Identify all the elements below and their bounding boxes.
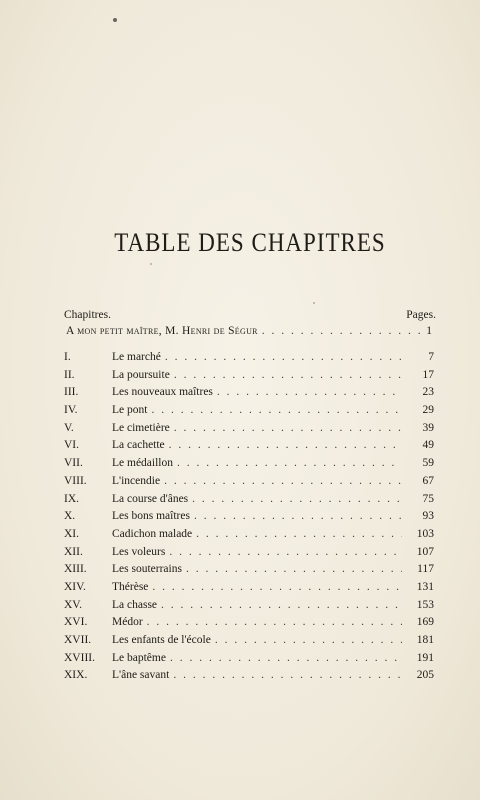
dot-leader xyxy=(169,546,402,558)
chapter-entry xyxy=(64,528,434,546)
paper-speck xyxy=(150,263,152,265)
chapter-page: 205 xyxy=(416,669,434,682)
chapter-title: Cadichon malade xyxy=(112,527,193,540)
dedication-label: A mon petit maître, M. Henri de Ségur xyxy=(66,325,258,337)
dot-leader xyxy=(177,457,402,469)
chapter-title: Les bons maîtres xyxy=(112,510,190,523)
chapter-title: L'âne savant xyxy=(112,669,170,682)
chapter-number: XI. xyxy=(64,527,80,540)
dot-leader xyxy=(151,404,402,416)
chapter-entry xyxy=(64,475,434,493)
chapter-entry xyxy=(64,404,434,422)
chapter-entry xyxy=(64,386,434,404)
chapter-title: La cachette xyxy=(112,439,165,452)
dot-leader xyxy=(152,581,402,593)
paper-speck xyxy=(313,302,315,304)
chapter-page: 29 xyxy=(422,404,434,417)
chapter-number: II. xyxy=(64,368,75,381)
chapter-list xyxy=(64,351,434,687)
chapter-number: VIII. xyxy=(64,474,87,487)
dot-leader xyxy=(170,652,402,664)
chapter-entry xyxy=(64,652,434,670)
chapter-number: X. xyxy=(64,510,76,523)
dot-leader xyxy=(165,351,402,363)
dedication-entry xyxy=(66,325,432,341)
chapter-page: 103 xyxy=(416,527,434,540)
dot-leader xyxy=(262,325,422,337)
chapter-entry xyxy=(64,493,434,511)
chapter-entry xyxy=(64,510,434,528)
chapter-page: 191 xyxy=(416,651,434,664)
chapter-title: La course d'ânes xyxy=(112,492,189,505)
chapter-entry xyxy=(64,546,434,564)
dot-leader xyxy=(174,422,402,434)
chapter-title: Les souterrains xyxy=(112,563,182,576)
dot-leader xyxy=(194,510,402,522)
dot-leader xyxy=(186,563,402,575)
chapter-number: XVIII. xyxy=(64,651,95,664)
chapter-page: 131 xyxy=(416,580,434,593)
chapter-number: XIII. xyxy=(64,563,87,576)
chapter-number: III. xyxy=(64,386,79,399)
chapter-entry xyxy=(64,369,434,387)
dot-leader xyxy=(147,616,402,628)
chapter-number: XII. xyxy=(64,545,83,558)
chapter-page: 23 xyxy=(422,386,434,399)
chapter-title: Thérèse xyxy=(112,580,149,593)
chapter-title: L'incendie xyxy=(112,474,161,487)
chapter-title: Les enfants de l'école xyxy=(112,634,211,646)
dot-leader xyxy=(164,475,402,487)
chapter-number: VII. xyxy=(64,457,83,470)
chapter-entry xyxy=(64,351,434,369)
chapter-title: Les voleurs xyxy=(112,545,166,558)
chapter-number: XIV. xyxy=(64,580,86,593)
chapter-title: La chasse xyxy=(112,598,158,611)
dot-leader xyxy=(196,528,402,540)
chapter-number: XVII. xyxy=(64,634,92,646)
chapter-title: Le marché xyxy=(112,351,161,363)
chapter-title: La poursuite xyxy=(112,368,170,381)
chapter-number: I. xyxy=(64,351,71,363)
chapter-title: Le pont xyxy=(112,404,148,417)
dot-leader xyxy=(192,493,402,505)
chapter-entry xyxy=(64,422,434,440)
paper-speck xyxy=(113,18,117,22)
chapter-page: 107 xyxy=(416,545,434,558)
chapter-entry xyxy=(64,616,434,634)
chapter-number: V. xyxy=(64,421,74,434)
dot-leader xyxy=(161,599,402,611)
chapter-page: 181 xyxy=(416,634,434,646)
dot-leader xyxy=(215,634,402,646)
chapter-title: Médor xyxy=(112,616,143,629)
chapter-entry xyxy=(64,599,434,617)
chapters-column-header: Chapitres. xyxy=(64,309,111,321)
chapter-entry xyxy=(64,457,434,475)
chapter-number: XV. xyxy=(64,598,83,611)
chapter-number: XVI. xyxy=(64,616,88,629)
chapter-page: 17 xyxy=(422,368,434,381)
chapter-page: 59 xyxy=(422,457,434,470)
dot-leader xyxy=(169,439,402,451)
chapter-title: Le médaillon xyxy=(112,457,173,470)
chapter-entry xyxy=(64,439,434,457)
chapter-entry xyxy=(64,581,434,599)
dot-leader xyxy=(174,369,402,381)
chapter-page: 153 xyxy=(416,598,434,611)
page-title: TABLE DES CHAPITRES xyxy=(114,228,386,257)
chapter-number: XIX. xyxy=(64,669,88,682)
chapter-page: 49 xyxy=(422,439,434,452)
chapter-title: Le cimetière xyxy=(112,421,170,434)
chapter-page: 67 xyxy=(422,474,434,487)
chapter-entry xyxy=(64,563,434,581)
chapter-entry xyxy=(64,634,434,652)
chapter-page: 7 xyxy=(428,351,434,363)
chapter-page: 39 xyxy=(422,421,434,434)
chapter-page: 169 xyxy=(416,616,434,629)
pages-column-header: Pages. xyxy=(406,309,436,321)
chapter-number: VI. xyxy=(64,439,80,452)
chapter-entry xyxy=(64,669,434,687)
dot-leader xyxy=(217,386,402,398)
chapter-page: 93 xyxy=(422,510,434,523)
dedication-page: 1 xyxy=(426,325,432,337)
dot-leader xyxy=(173,669,402,681)
chapter-number: IX. xyxy=(64,492,80,505)
chapter-title: Les nouveaux maîtres xyxy=(112,386,213,399)
chapter-page: 117 xyxy=(417,563,434,576)
chapter-page: 75 xyxy=(422,492,434,505)
chapter-number: IV. xyxy=(64,404,78,417)
chapter-title: Le baptême xyxy=(112,651,166,664)
